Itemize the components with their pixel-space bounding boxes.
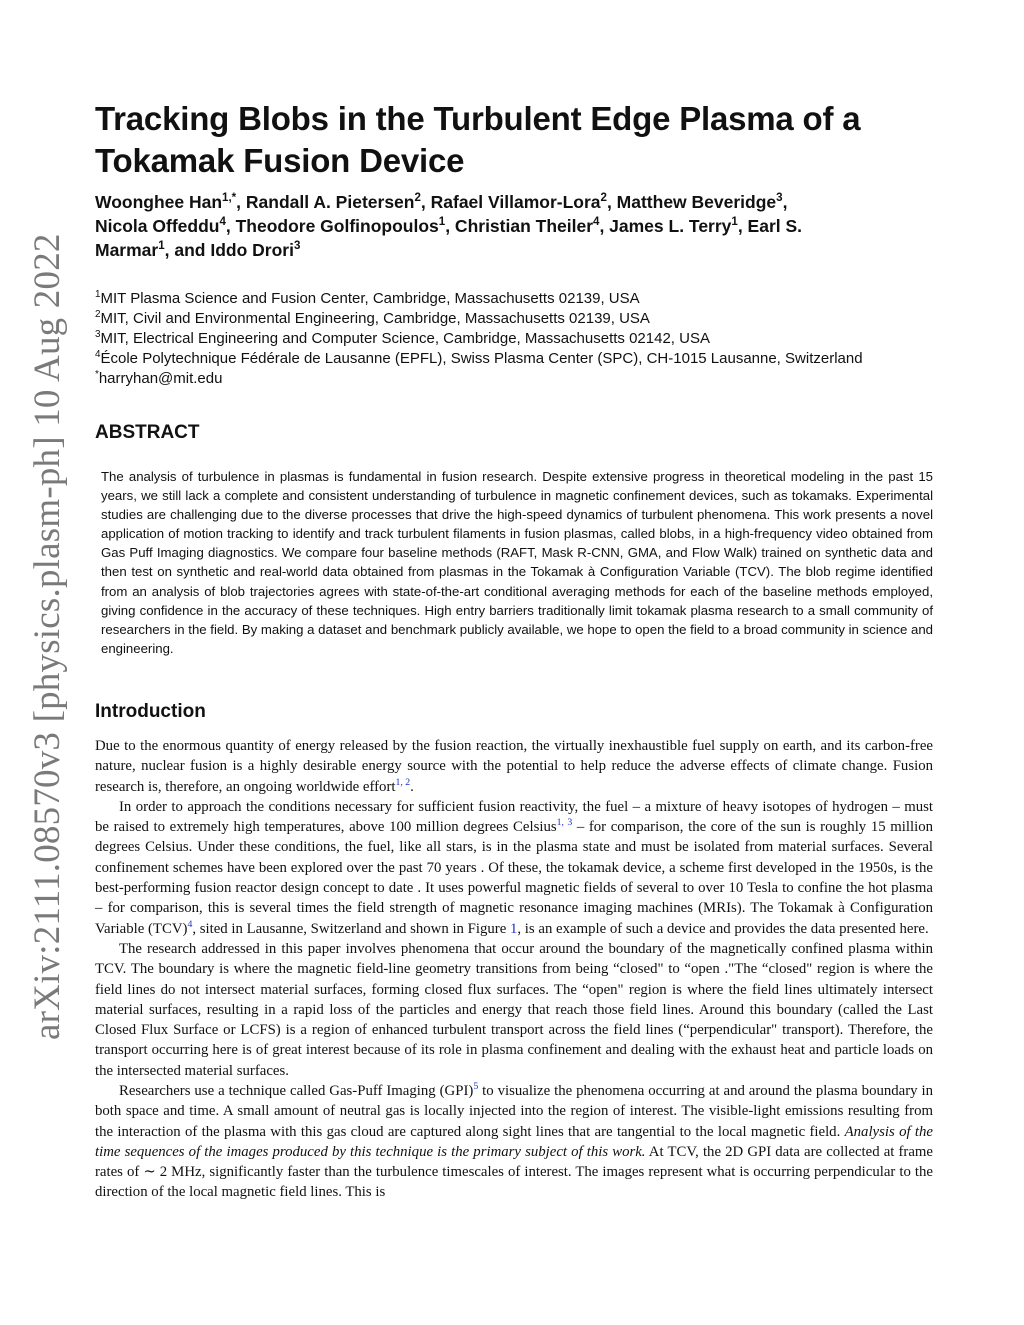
author-affil-sup: 2 [414,192,421,205]
intro-paragraph-1 [95,736,933,797]
paragraph-text: – for comparison, the core of the sun is roughly 15 million degrees Celsius. Under these conditions, the fuel, like all stars, is in the plasma state and must be isolated from material surfaces. Several confinement schemes have been explored over the past 70 years . Of these, the tokamak device, a scheme first developed in the 1950s, is the best-performing fusion reactor design concept to date . It uses powerful magnetic fields of several to over 10 Tesla to confine the hot plasma – for comparison, this is several times the field strength of magnetic resonance imaging machines (MRIs). The Tokamak à Configuration Variable (TCV) [95,819,933,937]
affiliation-item [95,329,933,349]
paragraph-text: , sited in Lausanne, Switzerland and shown in Figure [192,920,510,937]
paragraph-text: Due to the enormous quantity of energy released by the fusion reaction, the virtually inexhaustible fuel supply on earth, and its carbon-free nature, nuclear fusion is a highly desirable energy source with the potential to help reduce the adverse effects of climate change. Fusion research is, therefore, an ongoing worldwide effort [95,737,933,795]
paragraph-text: Researchers use a technique called Gas-Puff Imaging (GPI) [119,1082,474,1099]
citation-link[interactable]: 5 [473,1081,479,1093]
intro-paragraph-2 [95,797,933,939]
paper-page [95,98,933,1203]
affiliation-sup: 4 [95,349,101,360]
affiliation-item [95,289,933,309]
affiliation-text: MIT, Civil and Environmental Engineering, Cambridge, Massachusetts 02139, USA [100,310,650,327]
author-name: , and Iddo Drori [164,240,294,260]
affiliation-sup: * [95,369,99,380]
abstract-body: The analysis of turbulence in plasmas is fundamental in fusion research. Despite extensive progress in theoretical modeling in the past 15 years, we still lack a complete and consistent understanding of turbulence in magnetic confinement devices, such as tokamaks. Experimental studies are challenging due to the diverse processes that drive the high-speed dynamics of turbulent phenomena. This work presents a novel application of motion tracking to identify and track turbulent filaments in fusion plasmas, called blobs, in a high-frequency video obtained from Gas Puff Imaging diagnostics. We compare four baseline methods (RAFT, Mask R-CNN, GMA, and Flow Walk) trained on synthetic data and then test on synthetic and real-world data obtained from plasmas in the Tokamak à Configuration Variable (TCV). The blob regime identified from an analysis of blob trajectories agrees with state-of-the-art conditional averaging methods for each of the baseline methods employed, giving confidence in the accuracy of these techniques. High entry barriers traditionally limit tokamak plasma research to a small community of researchers in the field. By making a dataset and benchmark publicly available, we hope to open the field to a broad community in science and engineering. [101,469,933,656]
author-name: , Matthew Beveridge [606,192,777,212]
introduction-heading: Introduction [95,700,206,722]
citation-link[interactable]: 1, 2 [395,776,411,788]
author-name: Marmar [95,240,159,260]
affiliation-sup: 3 [95,329,101,340]
author-affil-sup: 2 [600,192,607,205]
author-name: , Theodore Golfinopoulos [225,216,439,236]
author-affil-sup: 1 [438,216,446,229]
introduction-body [95,736,933,1203]
email-text[interactable]: harryhan@mit.edu [98,370,223,387]
author-affil-sup: 3 [293,240,301,253]
author-name: , James L. Terry [599,216,732,236]
intro-paragraph-3: The research addressed in this paper involves phenomena that occur around the boundary of the magnetically confined plasma within TCV. The boundary is where the magnetic field-line geometry transitions from being “closed" to “open ."The “closed" region is where the field lines do not intersect material surfaces, forming closed flux surfaces. The “open" region is where the field lines ultimately intersect material surfaces, resulting in a rapid loss of the particles and energy that reach those field lines. Around this boundary (called the Last Closed Flux Surface or LCFS) is a region of enhanced turbulent transport across the field lines (“perpendicular" transport). Therefore, the transport occurring here is of great interest because of its role in plasma confinement and dealing with the exhaust heat and particle loads on the intersected material surfaces. [95,940,933,1079]
author-list [95,190,933,262]
abstract-heading: ABSTRACT [95,422,200,443]
intro-paragraph-4 [95,1081,933,1203]
paragraph-text: , is an example of such a device and provides the data presented here. [517,920,929,937]
affiliation-text: École Polytechnique Fédérale de Lausanne (EPFL), Swiss Plasma Center (SPC), CH-1015 Lausanne, Switzerland [100,350,863,367]
author-name: , Randall A. Pietersen [236,192,415,212]
affiliation-list [95,289,933,389]
author-separator: , [782,192,788,212]
paragraph-text: In order to approach the conditions necessary for sufficient fusion reactivity, the fuel – a mixture of heavy isotopes of hydrogen – must be raised to extremely high temperatures, above 100 million degrees Celsius [95,798,933,836]
paragraph-text: . [410,778,414,795]
author-name: , Christian Theiler [445,216,594,236]
emphasized-text: Analysis of the time sequences of the images produced by this technique is the primary subject of this work. [95,1123,933,1160]
author-affil-sup: 1 [158,240,165,253]
corresponding-email[interactable] [95,369,933,389]
citation-link[interactable]: 1, 3 [556,817,573,829]
author-affil-sup: 1 [731,216,738,229]
author-name: , Rafael Villamor-Lora [420,192,601,212]
affiliation-sup: 2 [95,309,101,320]
affiliation-item [95,349,933,369]
title-line-1: Tracking Blobs in the Turbulent Edge Plasma of a [95,100,861,137]
author-affil-sup: 1,* [222,192,237,205]
affiliation-text: MIT Plasma Science and Fusion Center, Cambridge, Massachusetts 02139, USA [100,290,640,307]
figure-link[interactable]: 1 [510,920,518,937]
title-line-2: Tokamak Fusion Device [95,142,465,179]
author-affil-sup: 3 [776,192,783,205]
author-affil-sup: 4 [219,216,226,229]
affiliation-text: MIT, Electrical Engineering and Computer Science, Cambridge, Massachusetts 02142, USA [100,330,710,347]
author-name: , Earl S. [737,216,803,236]
affiliation-item [95,309,933,329]
arxiv-sidebar-stamp: arXiv:2111.08570v3 [physics.plasm-ph] 10 Aug 2022 [27,233,68,1040]
author-affil-sup: 4 [593,216,600,229]
paragraph-text: At TCV, the 2D GPI data are collected at frame rates of ∼ 2 MHz, significantly faster than the turbulence timescales of interest. The images represent what is occurring perpendicular to the direction of the local magnetic field lines. This is [95,1143,933,1201]
paper-title [95,98,933,182]
affiliation-sup: 1 [95,289,101,300]
author-name: Woonghee Han [95,192,223,212]
citation-link[interactable]: 4 [187,918,193,930]
author-name: Nicola Offeddu [95,216,220,236]
paragraph-text: to visualize the phenomena occurring at and around the plasma boundary in both space and time. A small amount of neutral gas is locally injected into the region of interest. The visible-light emissions resulting from the interaction of the plasma with this gas cloud are captured along sight lines that are tangential to the local magnetic field. [95,1082,934,1140]
